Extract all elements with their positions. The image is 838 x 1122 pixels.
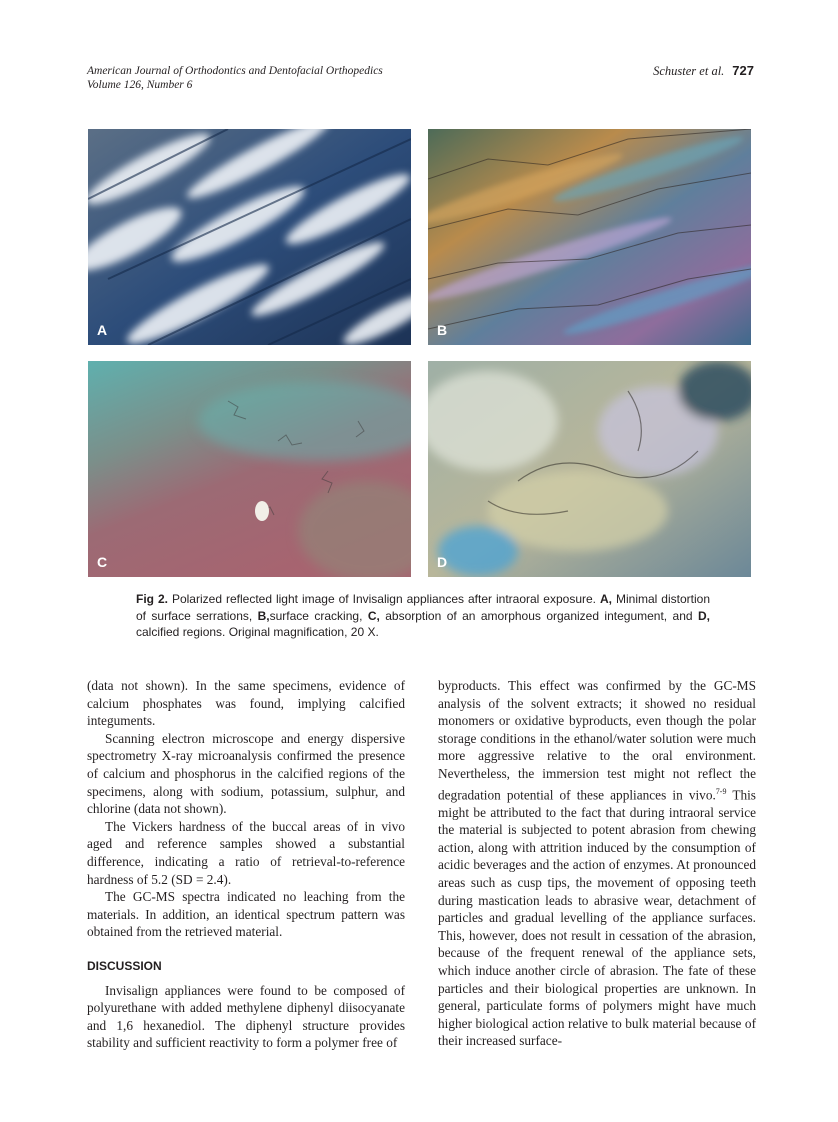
panel-label-c: C [97,554,108,570]
panel-label-b: B [437,322,448,338]
body-column-right [438,677,756,1050]
paragraph: The Vickers hardness of the buccal areas of in vivo aged and reference samples showed a substantial difference, indicating a ratio of retrieval-to-reference hardness of 5.2 (SD = 2.4). [87,818,405,887]
body-column-left [87,677,405,1052]
caption-label-b: B, [257,608,270,623]
paragraph: The GC-MS spectra indicated no leaching from the materials. In addition, an identical spectrum pattern was obtained from the retrieved material. [87,889,405,940]
figure-panel-b [428,129,751,345]
caption-text: Polarized reflected light image of Invisalign appliances after intraoral exposure. [167,592,600,606]
citation-reference[interactable]: 7-9 [715,786,727,796]
running-header-journal [87,64,383,92]
caption-label-a: A, [600,592,612,606]
figure-panel-d [428,361,751,577]
header-authors: Schuster et al. [653,64,725,78]
paragraph-text: byproducts. This effect was confirmed by the GC-MS analysis of the solvent extracts; it showed no residual monomers or oxidative byproducts, even though the polar storage conditions in the ethanol/water solution were much more aggressive relative to the oral environment. Nevertheless, the immersion test might not reflect the degradation potential of these appliances in vivo. [438,678,756,802]
paragraph [438,677,756,1050]
page-number: 727 [732,63,754,78]
paragraph: Invisalign appliances were found to be composed of polyurethane with added methylene diphenyl diisocyanate and 1,6 hexanediol. The diphenyl structure provides stability and sufficient reactivity to form a polymer free of [87,982,405,1051]
figure-caption [136,591,710,641]
paragraph-text: This might be attributed to the fact that during intraoral service the material is subjected to potent abrasion from chewing action, along with attrition induced by the consumption of acidic beverages and the action of enzymes. At pronounced areas such as cusp tips, the movement of opposing teeth during mastication leads to abrasive wear, detachment of particles and gradual levelling of the appliance surfaces. This, however, does not result in cessation of the abrasion, because of the frequent renewal of the appliance sets, which induce another circle of abrasion. The fate of these particles and their biological properties are unknown. In general, particulate forms of polymers might have much higher biological action relative to bulk material because of their increased surface- [438,786,756,1049]
caption-text-a: Minimal distortion of surface serrations, [136,592,710,623]
journal-title: American Journal of Orthodontics and Dentofacial Orthopedics [87,65,383,77]
journal-volume: Volume 126, Number 6 [87,79,193,91]
figure-panel-c [88,361,411,577]
running-header-page [653,63,754,79]
panel-d-image [428,361,751,577]
paragraph: (data not shown). In the same specimens, evidence of calcium phosphates was found, implying calcified integuments. [87,678,405,729]
panel-label-d: D [437,554,448,570]
caption-label-d: D, [698,608,710,623]
caption-text-c: absorption of an amorphous organized integument, and [379,608,698,623]
panel-a-image [88,129,411,345]
figure-panel-a [88,129,411,345]
caption-text-d: calcified regions. Original magnification, 20 X. [136,625,379,639]
panel-c-image [88,361,411,577]
caption-text-b: surface cracking, [269,608,368,623]
caption-label-c: C, [367,608,380,623]
figure-number: Fig 2. [136,592,168,606]
panel-label-a: A [97,322,108,338]
section-heading-discussion: DISCUSSION [87,958,162,973]
panel-b-image [428,129,751,345]
paragraph: Scanning electron microscope and energy dispersive spectrometry X-ray microanalysis confirmed the presence of calcium and phosphorus in the calcified regions of the specimens, along with sodium, potassium, sulphur, and chlorine (data not shown). [87,730,405,817]
